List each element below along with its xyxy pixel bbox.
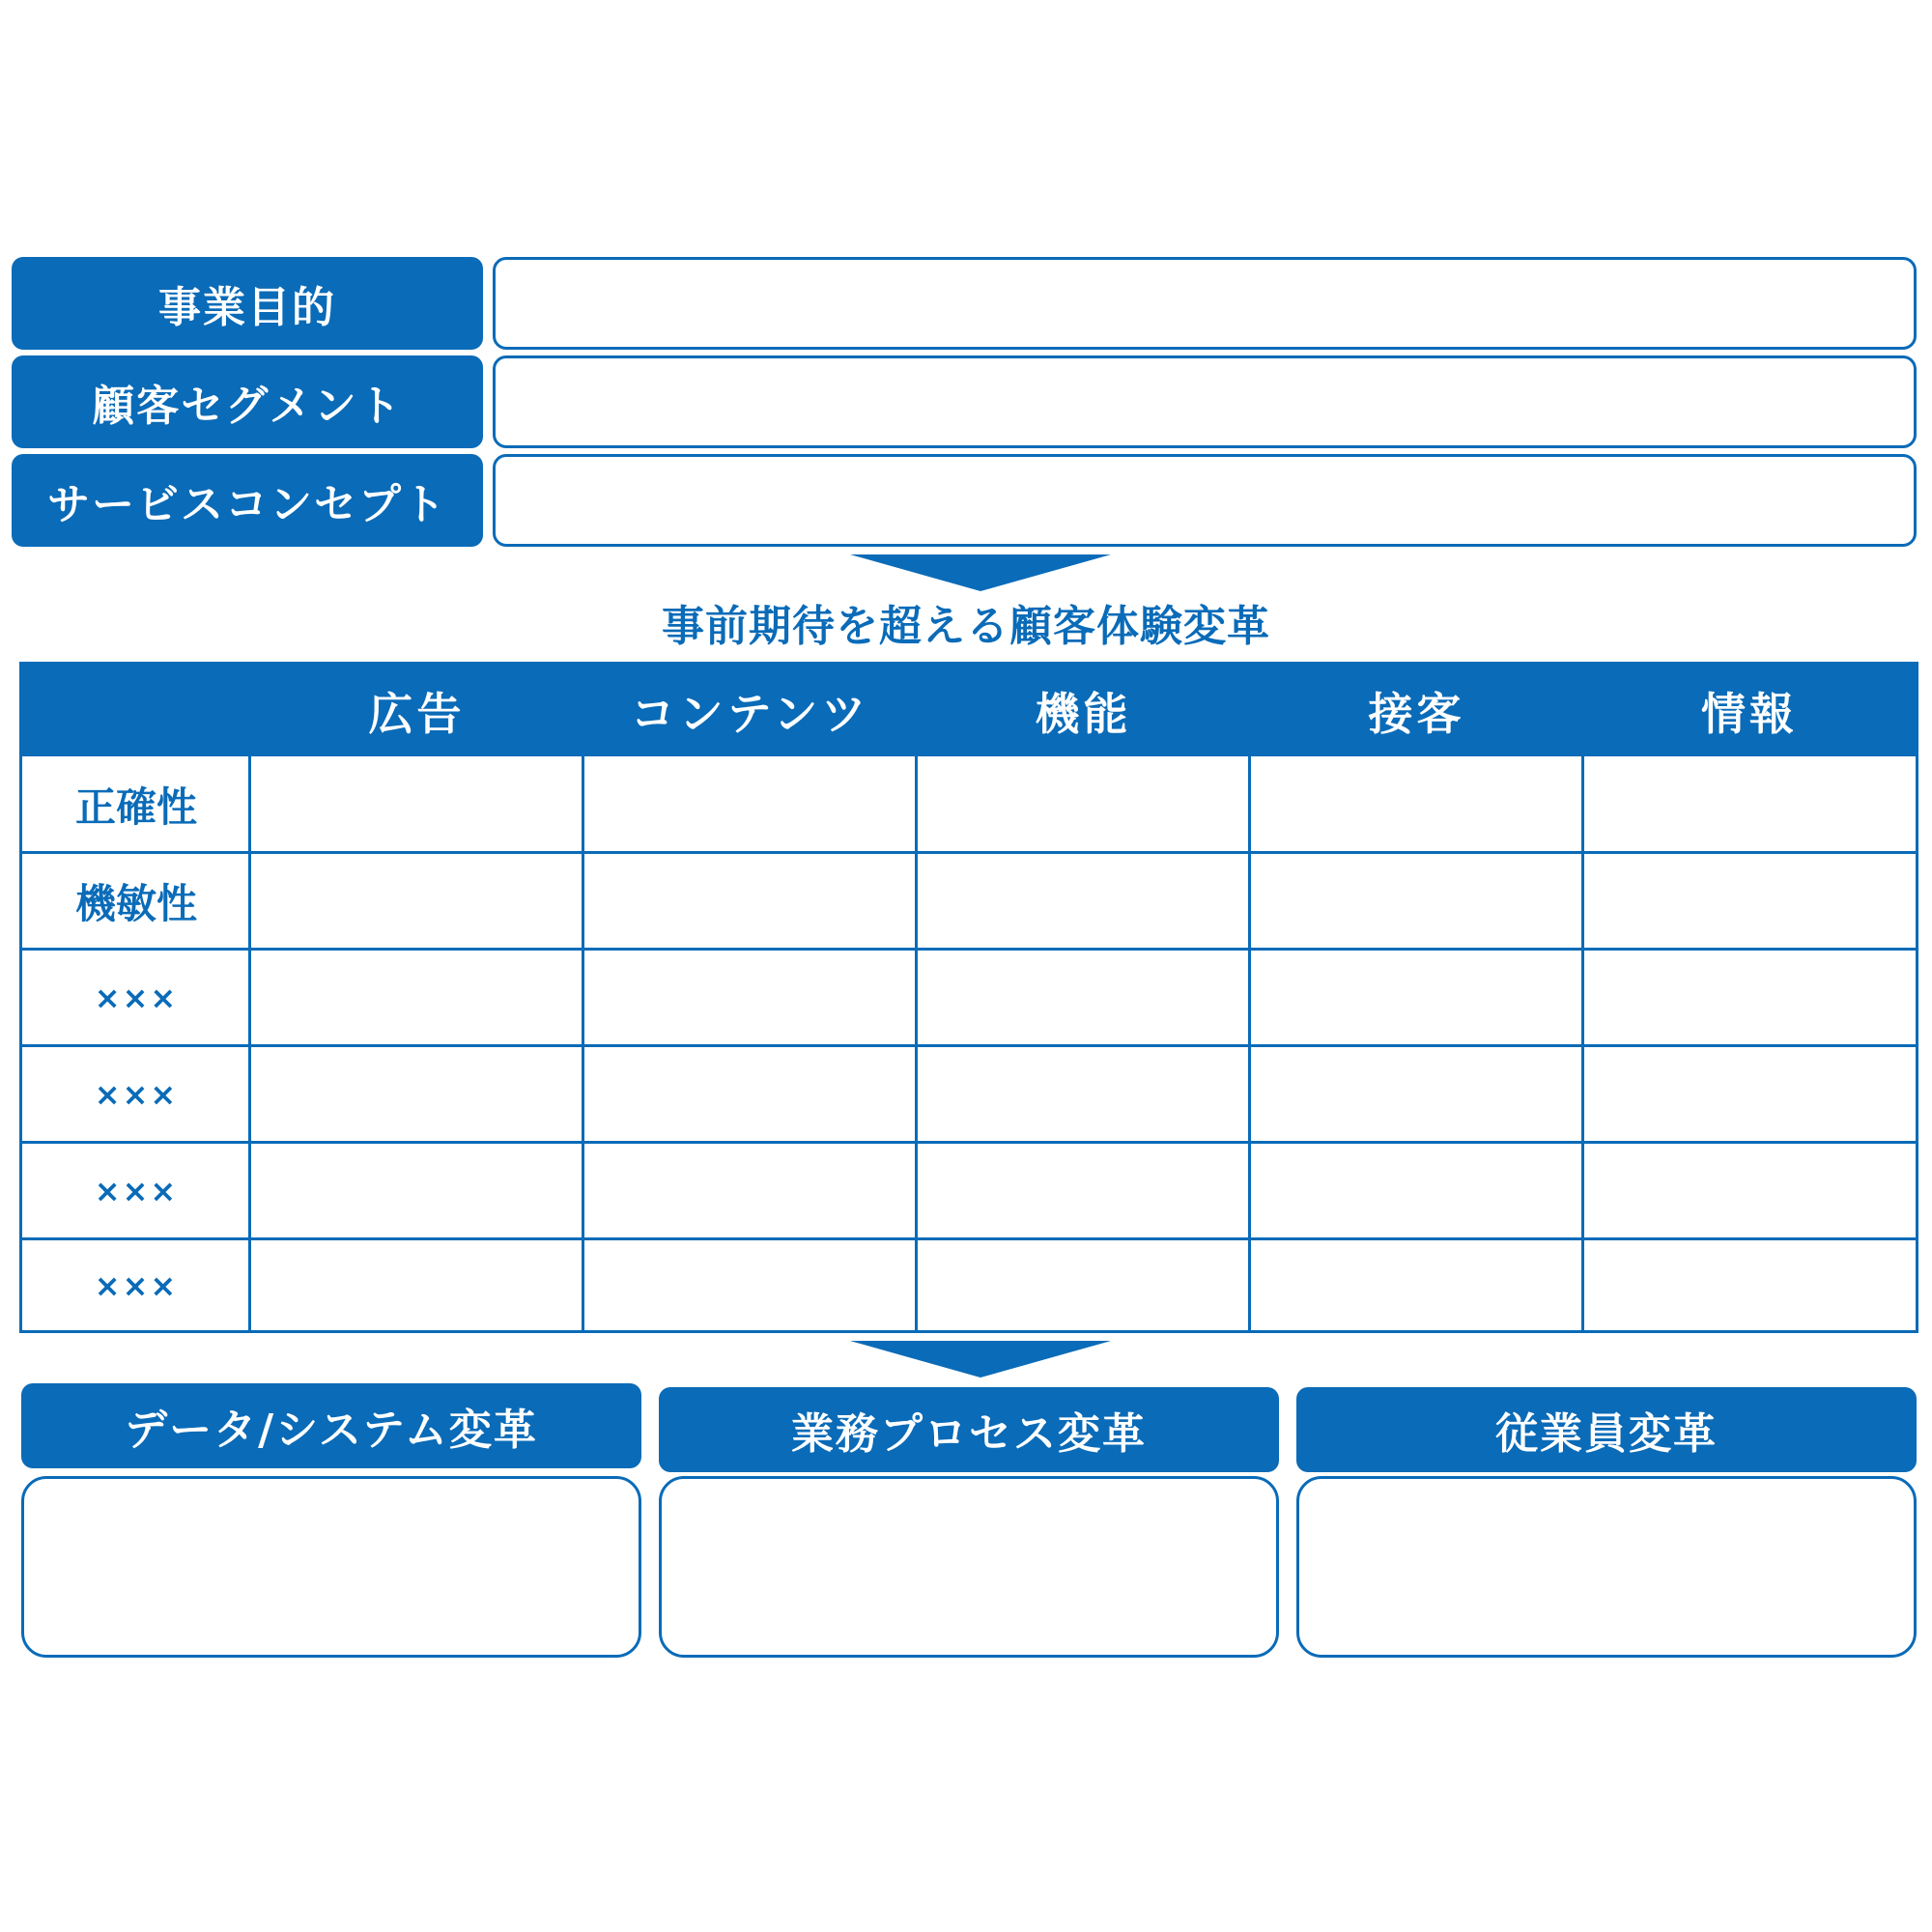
customer-segment-field[interactable] [493, 355, 1917, 448]
business-process-change-label: 業務プロセス変革 [659, 1387, 1279, 1472]
column-header-advertising: 広告 [368, 687, 466, 740]
column-header-content: コンテンツ [630, 687, 870, 740]
column-header-function: 機能 [1035, 687, 1132, 740]
column-divider [1581, 756, 1584, 1330]
business-purpose-label: 事業目的 [12, 257, 483, 350]
row-divider [22, 948, 1916, 951]
column-divider [248, 756, 251, 1330]
row-header-agility: 機敏性 [74, 880, 197, 927]
business-purpose-field[interactable] [493, 257, 1917, 350]
row-header-placeholder: ××× [94, 1266, 179, 1304]
service-concept-label: サービスコンセプト [12, 454, 483, 547]
column-divider [915, 756, 918, 1330]
row-divider [22, 851, 1916, 854]
down-arrow-icon [850, 1341, 1111, 1378]
column-header-information: 情報 [1701, 687, 1798, 740]
column-divider [1248, 756, 1251, 1330]
row-divider [22, 1141, 1916, 1144]
row-header-accuracy: 正確性 [74, 783, 197, 831]
business-process-change-field[interactable] [659, 1476, 1279, 1658]
down-arrow-icon [850, 554, 1111, 591]
experience-matrix [19, 662, 1918, 1333]
data-system-change-label: データ/システム変革 [21, 1383, 641, 1468]
row-divider [22, 1237, 1916, 1240]
service-concept-field[interactable] [493, 454, 1917, 547]
row-divider [22, 1044, 1916, 1047]
data-system-change-field[interactable] [21, 1476, 641, 1658]
matrix-title: 事前期待を超える顧客体験変革 [662, 602, 1270, 651]
employee-change-field[interactable] [1296, 1476, 1917, 1658]
row-header-placeholder: ××× [94, 980, 179, 1016]
row-header-placeholder: ××× [94, 1173, 179, 1209]
row-header-placeholder: ××× [94, 1076, 179, 1113]
employee-change-label: 従業員変革 [1296, 1387, 1917, 1472]
column-divider [582, 756, 584, 1330]
column-header-service: 接客 [1368, 687, 1465, 740]
customer-segment-label: 顧客セグメント [12, 355, 483, 448]
